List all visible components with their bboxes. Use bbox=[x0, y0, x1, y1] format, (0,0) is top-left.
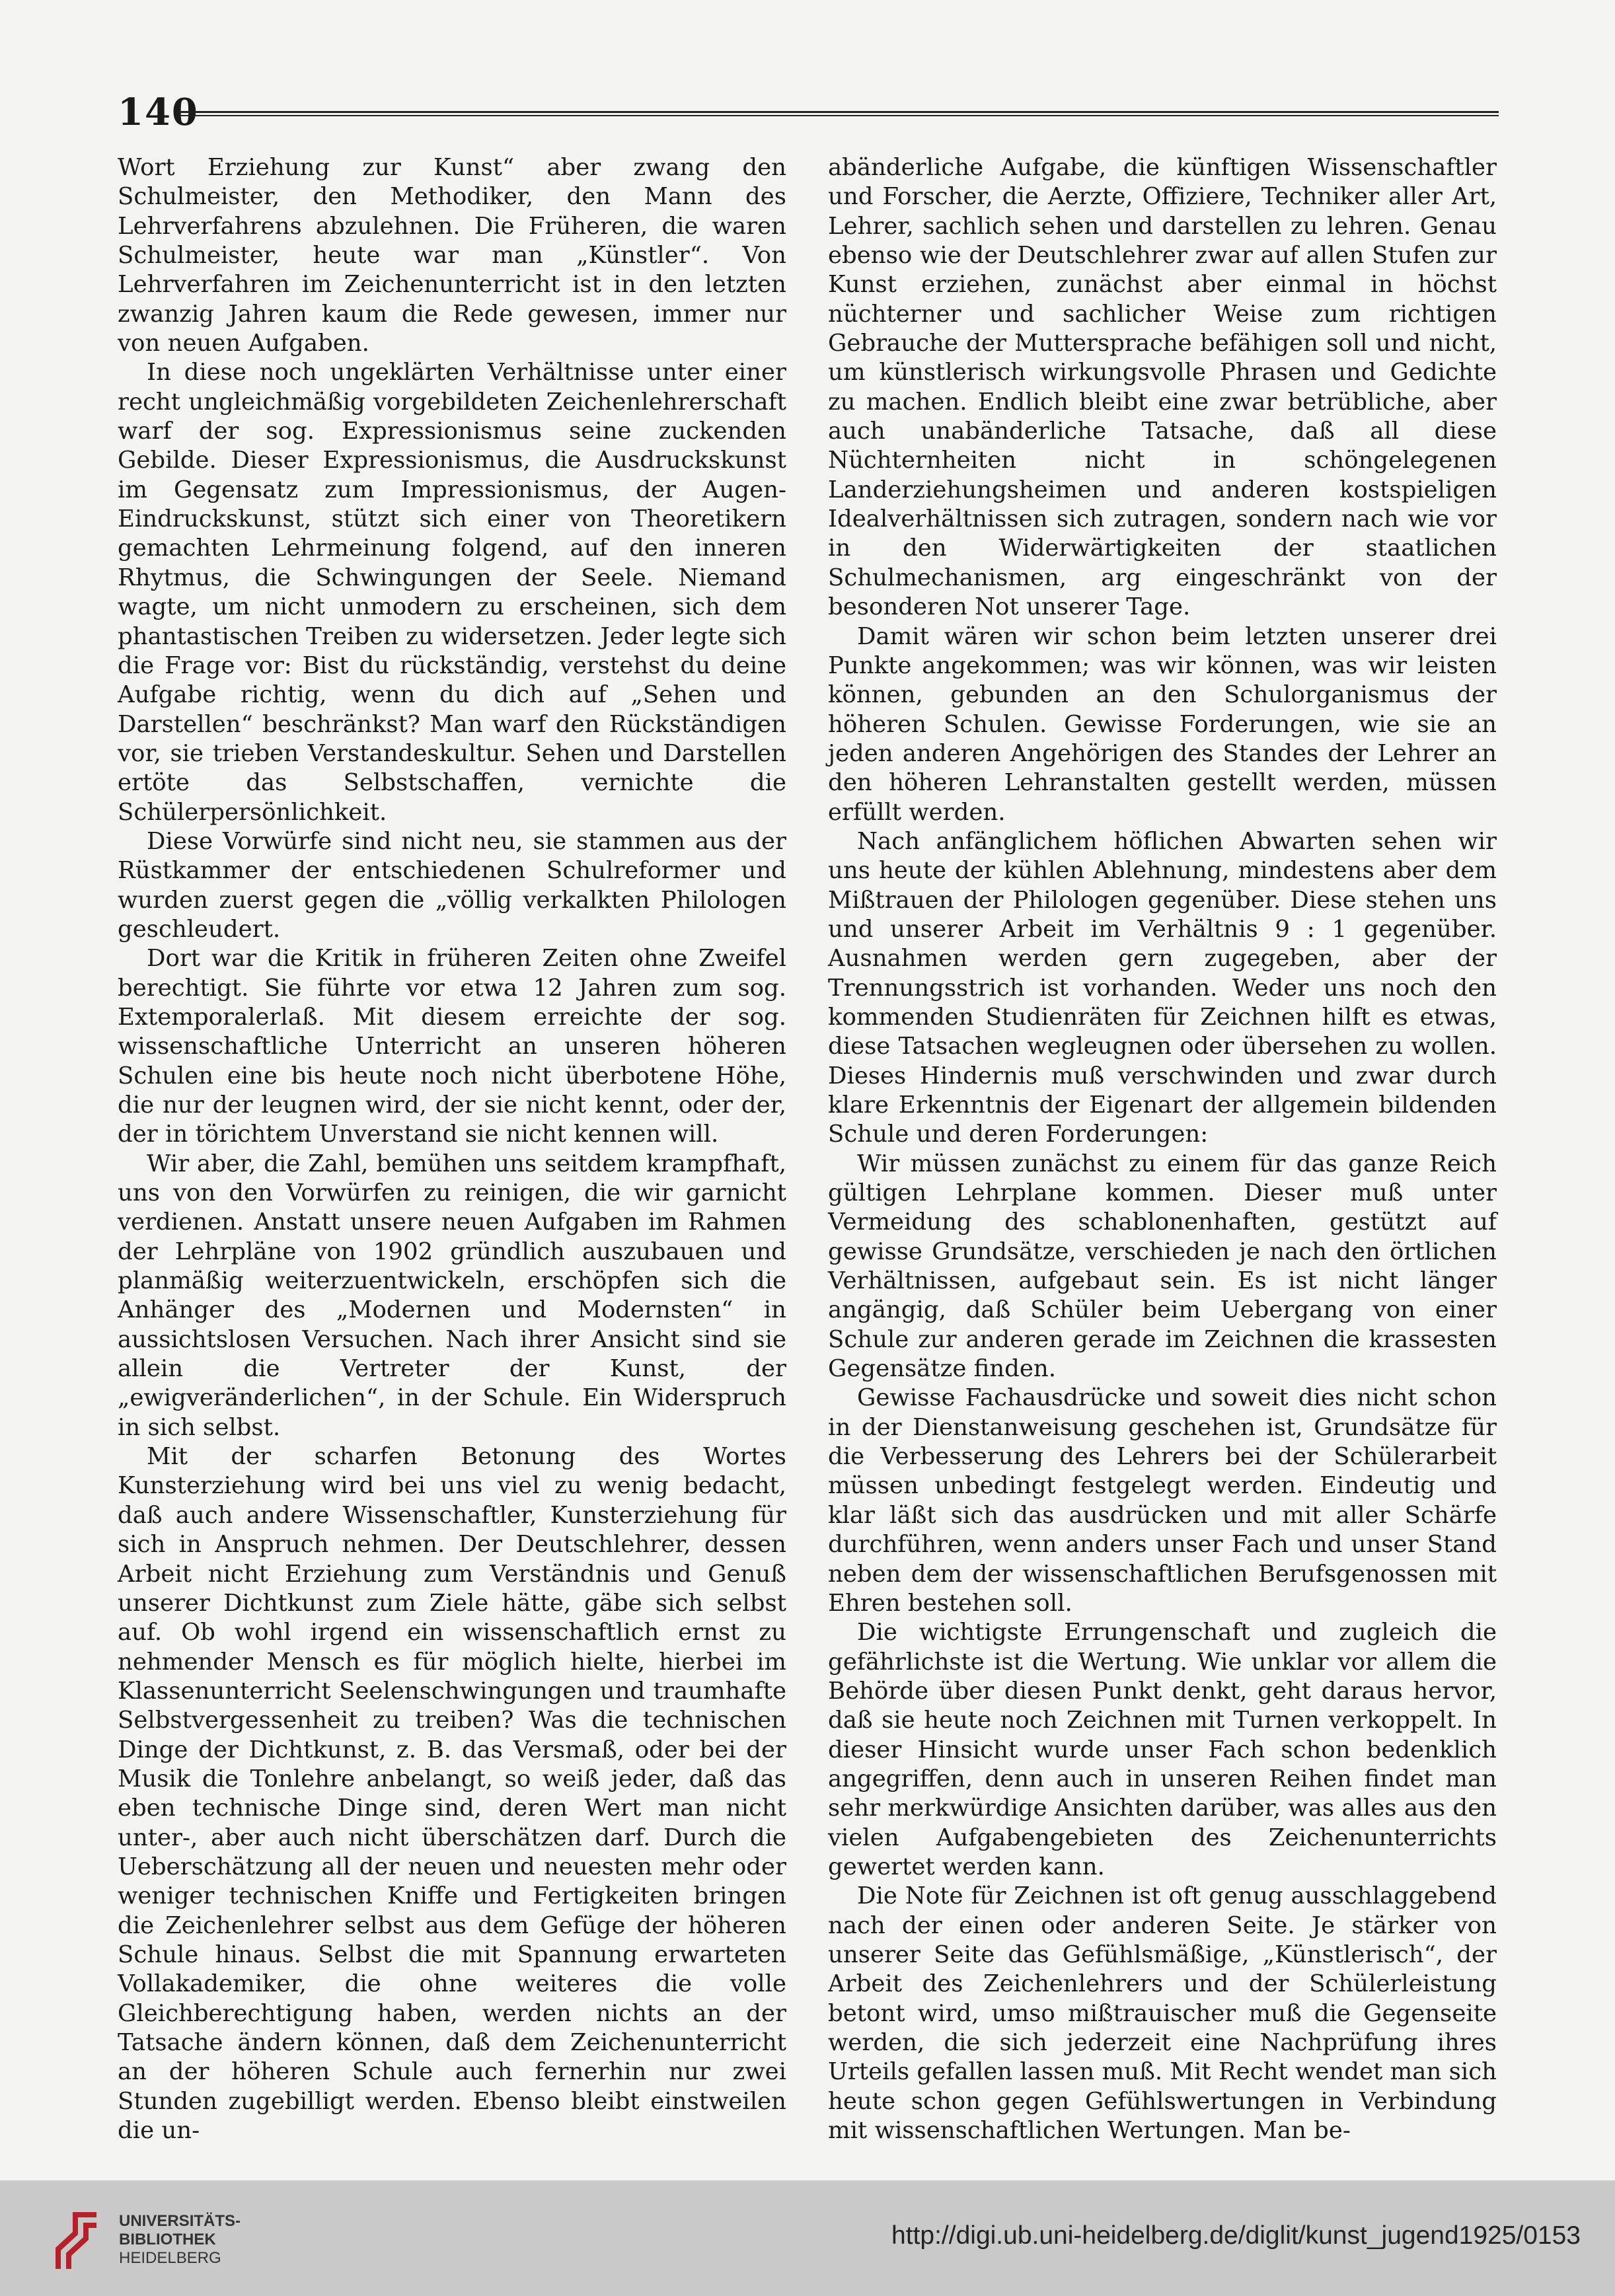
paragraph: abänderliche Aufgabe, die künftigen Wissenschaftler und Forscher, die Aerzte, Offiziere, Techniker aller Art, Lehrer, sachlich sehen und darstellen zu lehren. Genau ebenso wie der Deutschlehrer zwar auf allen Stufen zur Kunst erziehen, zunächst aber einmal in höchst nüchterner und sachlicher Weise zum richtigen Gebrauche der Muttersprache befähigen soll und nicht, um künstlerisch wirkungsvolle Phrasen und Gedichte zu machen. Endlich bleibt eine zwar betrübliche, aber auch unabänderliche Tatsache, daß all diese Nüchternheiten nicht in schöngelegenen Landerziehungsheimen und anderen kostspieligen Idealverhältnissen sich zutragen, sondern nach wie vor in den Widerwärtigkeiten der staatlichen Schulmechanismen, arg eingeschränkt von der besonderen Not unserer Tage. bbox=[828, 154, 1497, 621]
page-number: 140 bbox=[118, 91, 199, 134]
paragraph: In diese noch ungeklärten Verhältnisse unter einer recht ungleichmäßig vorgebildeten Zeichenlehrerschaft warf der sog. Expressionismus seine zuckenden Gebilde. Dieser Expressionismus, die Ausdruckskunst im Gegensatz zum Impressionismus, der Augen-Eindruckskunst, stützt sich einer von Theoretikern gemachten Lehrmeinung folgend, auf den inneren Rhytmus, die Schwingungen der Seele. Niemand wagte, um nicht unmodern zu erscheinen, sich dem phantastischen Treiben zu widersetzen. Jeder legte sich die Frage vor: Bist du rückständig, verstehst du deine Aufgabe richtig, wenn du dich auf „Sehen und Darstellen“ beschränkst? Man warf den Rückständigen vor, sie trieben Verstandeskultur. Sehen und Darstellen ertöte das Selbstschaffen, vernichte die Schülerpersönlichkeit. bbox=[118, 359, 786, 826]
paragraph: Gewisse Fachausdrücke und soweit dies nicht schon in der Dienstanweisung geschehen ist, Grundsätze für die Verbesserung des Lehrers bei der Schülerarbeit müssen unbedingt festgelegt werden. Eindeutig und klar läßt sich das ausdrücken und mit aller Schärfe durchführen, wenn anders unser Fach und unser Stand neben dem der wissenschaftlichen Berufsgenossen mit Ehren bestehen soll. bbox=[828, 1384, 1497, 1617]
library-name-line-2: BIBLIOTHEK bbox=[119, 2231, 216, 2248]
library-name bbox=[119, 2212, 241, 2268]
permalink-url[interactable]: http://digi.ub.uni-heidelberg.de/diglit/kunst_jugend1925/0153 bbox=[891, 2221, 1581, 2250]
library-footer-bar bbox=[0, 2180, 1615, 2296]
paragraph: Die Note für Zeichnen ist oft genug ausschlaggebend nach der einen oder anderen Seite. Je stärker von unserer Seite das Gefühlsmäßige, „Künstlerisch“, der Arbeit des Zeichenlehrers und der Schülerleistung betont wird, umso mißtrauischer muß die Gegenseite werden, die sich jederzeit eine Nachprüfung ihres Urteils gefallen lassen muß. Mit Recht wendet man sich heute schon gegen Gefühlswertungen in Verbindung mit wissenschaftlichen Wertungen. Man be- bbox=[828, 1882, 1497, 2145]
paragraph: Wort Erziehung zur Kunst“ aber zwang den Schulmeister, den Methodiker, den Mann des Lehrverfahrens abzulehnen. Die Früheren, die waren Schulmeister, heute war man „Künstler“. Von Lehrverfahren im Zeichenunterricht ist in den letzten zwanzig Jahren kaum die Rede gewesen, immer nur von neuen Aufgaben. bbox=[118, 154, 786, 357]
library-name-line-1: UNIVERSITÄTS- bbox=[119, 2212, 241, 2230]
page-header bbox=[118, 93, 1499, 132]
left-text-column bbox=[118, 153, 786, 2145]
paragraph: Wir aber, die Zahl, bemühen uns seitdem krampfhaft, uns von den Vorwürfen zu reinigen, die wir garnicht verdienen. Anstatt unsere neuen Aufgaben im Rahmen der Lehrpläne von 1902 gründlich auszubauen und planmäßig weiterzuentwickeln, erschöpfen sich die Anhänger des „Modernen und Modernsten“ in aussichtslosen Versuchen. Nach ihrer Ansicht sind sie allein die Vertreter der Kunst, der „ewigveränderlichen“, in der Schule. Ein Widerspruch in sich selbst. bbox=[118, 1150, 786, 1441]
library-name-line-3: HEIDELBERG bbox=[119, 2249, 221, 2267]
paragraph: Nach anfänglichem höflichen Abwarten sehen wir uns heute der kühlen Ablehnung, mindestens aber dem Mißtrauen der Philologen gegenüber. Diese stehen uns und unserer Arbeit im Verhältnis 9 : 1 gegenüber. Ausnahmen werden gern zugegeben, aber der Trennungsstrich ist vorhanden. Weder uns noch den kommenden Studienräten für Zeichnen hilft es etwas, diese Tatsachen wegleugnen oder übersehen zu wollen. Dieses Hindernis muß verschwinden und zwar durch klare Erkenntnis der Eigenart der allgemein bildenden Schule und deren Forderungen: bbox=[828, 827, 1497, 1148]
right-text-column bbox=[828, 153, 1497, 2145]
paragraph: Wir müssen zunächst zu einem für das ganze Reich gültigen Lehrplane kommen. Dieser muß unter Vermeidung des schablonenhaften, gestützt auf gewisse Grundsätze, verschieden je nach den örtlichen Verhältnissen, aufgebaut sein. Es ist nicht länger angängig, daß Schüler beim Uebergang von einer Schule zur anderen gerade im Zeichnen die krassesten Gegensätze finden. bbox=[828, 1150, 1497, 1383]
paragraph: Dort war die Kritik in früheren Zeiten ohne Zweifel berechtigt. Sie führte vor etwa 12 Jahren zum sog. Extemporalerlaß. Mit diesem erreichte der sog. wissenschaftliche Unterricht an unseren höheren Schulen eine bis heute noch nicht überbotene Höhe, die nur der leugnen wird, der sie nicht kennt, oder der, der in törichtem Unverstand sie nicht kennen will. bbox=[118, 945, 786, 1148]
university-library-logo-icon bbox=[53, 2208, 99, 2271]
paragraph: Damit wären wir schon beim letzten unserer drei Punkte angekommen; was wir können, was wir leisten können, gebunden an den Schulorganismus der höheren Schulen. Gewisse Forderungen, wie sie an jeden anderen Angehörigen des Standes der Lehrer an den höheren Lehranstalten gestellt werden, müssen erfüllt werden. bbox=[828, 622, 1497, 826]
paragraph: Diese Vorwürfe sind nicht neu, sie stammen aus der Rüstkammer der entschiedenen Schulreformer und wurden zuerst gegen die „völlig verkalkten Philologen geschleudert. bbox=[118, 827, 786, 943]
header-rule bbox=[178, 111, 1499, 116]
paragraph: Die wichtigste Errungenschaft und zugleich die gefährlichste ist die Wertung. Wie unklar vor allem die Behörde über diesen Punkt denkt, geht daraus hervor, daß sie heute noch Zeichnen mit Turnen verkoppelt. In dieser Hinsicht wurde unser Fach schon bedenklich angegriffen, denn auch in unseren Reihen findet man sehr merkwürdige Ansichten darüber, was alles aus den vielen Aufgabengebieten des Zeichenunterrichts gewertet werden kann. bbox=[828, 1619, 1497, 1880]
paragraph: Mit der scharfen Betonung des Wortes Kunsterziehung wird bei uns viel zu wenig bedacht, daß auch andere Wissenschaftler, Kunsterziehung für sich in Anspruch nehmen. Der Deutschlehrer, dessen Arbeit nicht Erziehung zum Verständnis und Genuß unserer Dichtkunst zum Ziele hätte, gäbe sich selbst auf. Ob wohl irgend ein wissenschaftlich ernst zu nehmender Mensch es für möglich hielte, hierbei im Klassenunterricht Seelenschwingungen und traumhafte Selbstvergessenheit zu treiben? Was die technischen Dinge der Dichtkunst, z. B. das Versmaß, oder bei der Musik die Tonlehre anbelangt, so weiß jeder, daß das eben technische Dinge sind, deren Wert man nicht unter-, aber auch nicht überschätzen darf. Durch die Ueberschätzung all der neuen und neuesten mehr oder weniger technischen Kniffe und Fertigkeiten bringen die Zeichenlehrer selbst aus dem Gefüge der höheren Schule hinaus. Selbst die mit Spannung erwarteten Vollakademiker, die ohne weiteres die volle Gleichberechtigung haben, werden nichts an der Tatsache ändern können, daß dem Zeichenunterricht an der höheren Schule auch fernerhin nur zwei Stunden zugebilligt werden. Ebenso bleibt einstweilen die un- bbox=[118, 1443, 786, 2145]
